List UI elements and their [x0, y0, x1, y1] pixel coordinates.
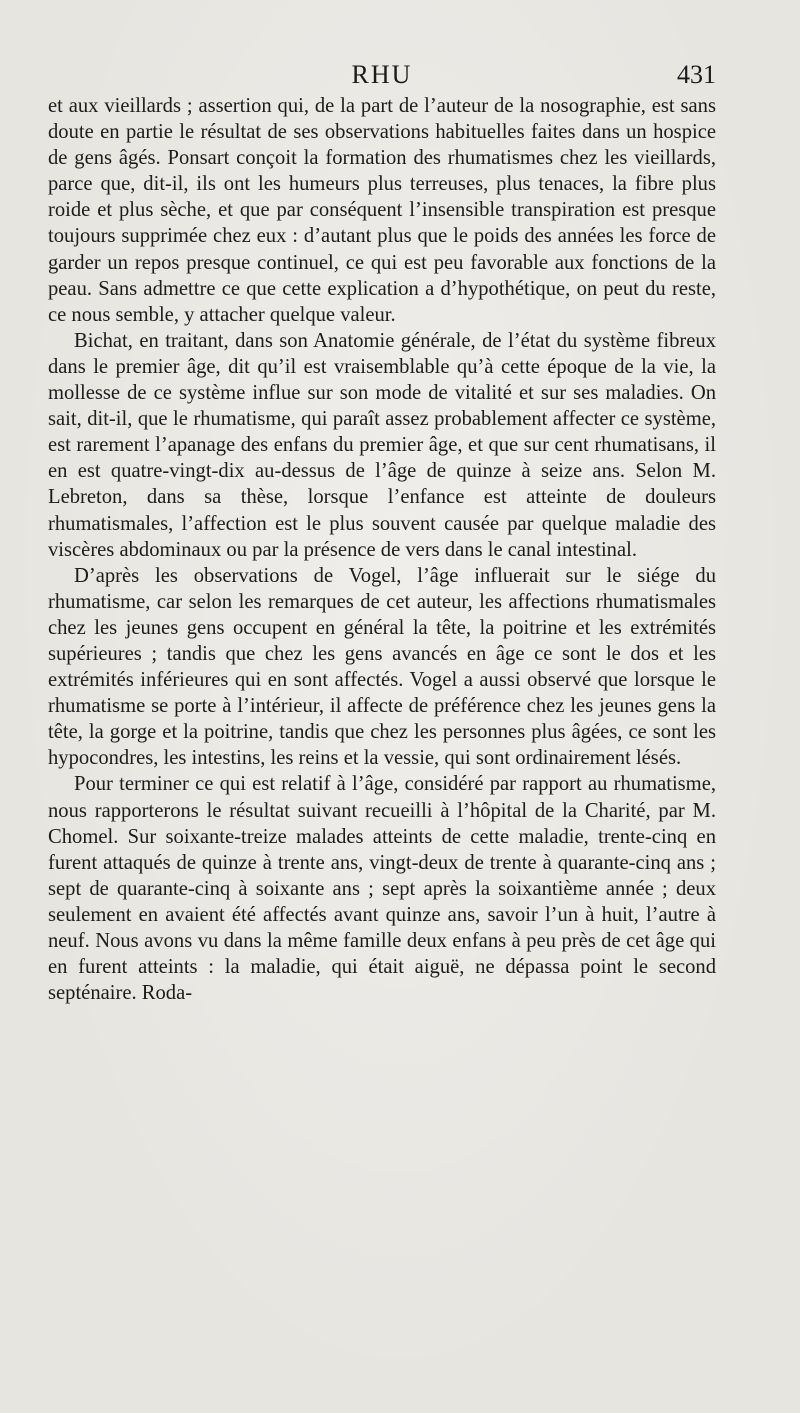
running-title: RHU — [351, 60, 413, 89]
paragraph-3: D’après les observations de Vogel, l’âge influerait sur le siége du rhumatisme, car selon les remarques de cet auteur, les affections rhumatismales chez les jeunes gens occupent en général la tête, la poitrine et les extrémités supérieures ; tandis que chez les gens avancés en âge ce sont le dos et les extrémités inférieures qui en sont affectés. Vogel a aussi observé que lorsque le rhumatisme se porte à l’intérieur, il affecte de préférence chez les jeunes gens la tête, la gorge et la poitrine, tandis que chez les personnes plus âgées, ce sont les hypocondres, les intestins, les reins et la vessie, qui sont ordinairement lésés. — [48, 564, 716, 770]
body-text — [48, 93, 716, 1006]
paragraph-1: et aux vieillards ; assertion qui, de la part de l’auteur de la nosographie, est sans doute en partie le résultat de ses observations habituelles faites dans un hospice de gens âgés. Ponsart conçoit la formation des rhumatismes chez les vieillards, parce que, dit-il, ils ont les humeurs plus terreuses, plus tenaces, la fibre plus roide et plus sèche, et que par conséquent l’insensible transpiration est presque toujours supprimée chez eux : d’autant plus que le poids des années les force de garder un repos presque continuel, ce qui est peu favorable aux fonctions de la peau. Sans admettre ce que cette explication a d’hypothétique, on peut du reste, ce nous semble, y attacher quelque valeur. — [48, 95, 716, 326]
paragraph-2: Bichat, en traitant, dans son Anatomie générale, de l’état du système fibreux dans le premier âge, dit qu’il est vraisemblable qu’à cette époque de la vie, la mollesse de ce système influe sur son mode de vitalité et sur ses maladies. On sait, dit-il, que le rhumatisme, qui paraît assez probablement affecter ce système, est rarement l’apanage des enfans du premier âge, et que sur cent rhumatisans, il en est quatre-vingt-dix au-dessus de l’âge de quinze à seize ans. Selon M. Lebreton, dans sa thèse, lorsque l’enfance est atteinte de douleurs rhumatismales, l’affection est le plus souvent causée par quelque maladie des viscères abdominaux ou par la présence de vers dans le canal intestinal. — [48, 329, 716, 561]
page-number: 431 — [677, 60, 716, 89]
paragraph-4: Pour terminer ce qui est relatif à l’âge, considéré par rapport au rhumatisme, nous rapporterons le résultat suivant recueilli à l’hôpital de la Charité, par M. Chomel. Sur soixante-treize malades atteints de cette maladie, trente-cinq en furent attaqués de quinze à trente ans, vingt-deux de trente à quarante-cinq ans ; sept de quarante-cinq à soixante ans ; sept après la soixantième année ; deux seulement en avaient été affectés avant quinze ans, savoir l’un à huit, l’autre à neuf. Nous avons vu dans la même famille deux enfans à peu près de cet âge qui en furent atteints : la maladie, qui était aiguë, ne dépassa point le second septénaire. Roda- — [48, 773, 716, 1005]
running-head — [48, 60, 716, 94]
